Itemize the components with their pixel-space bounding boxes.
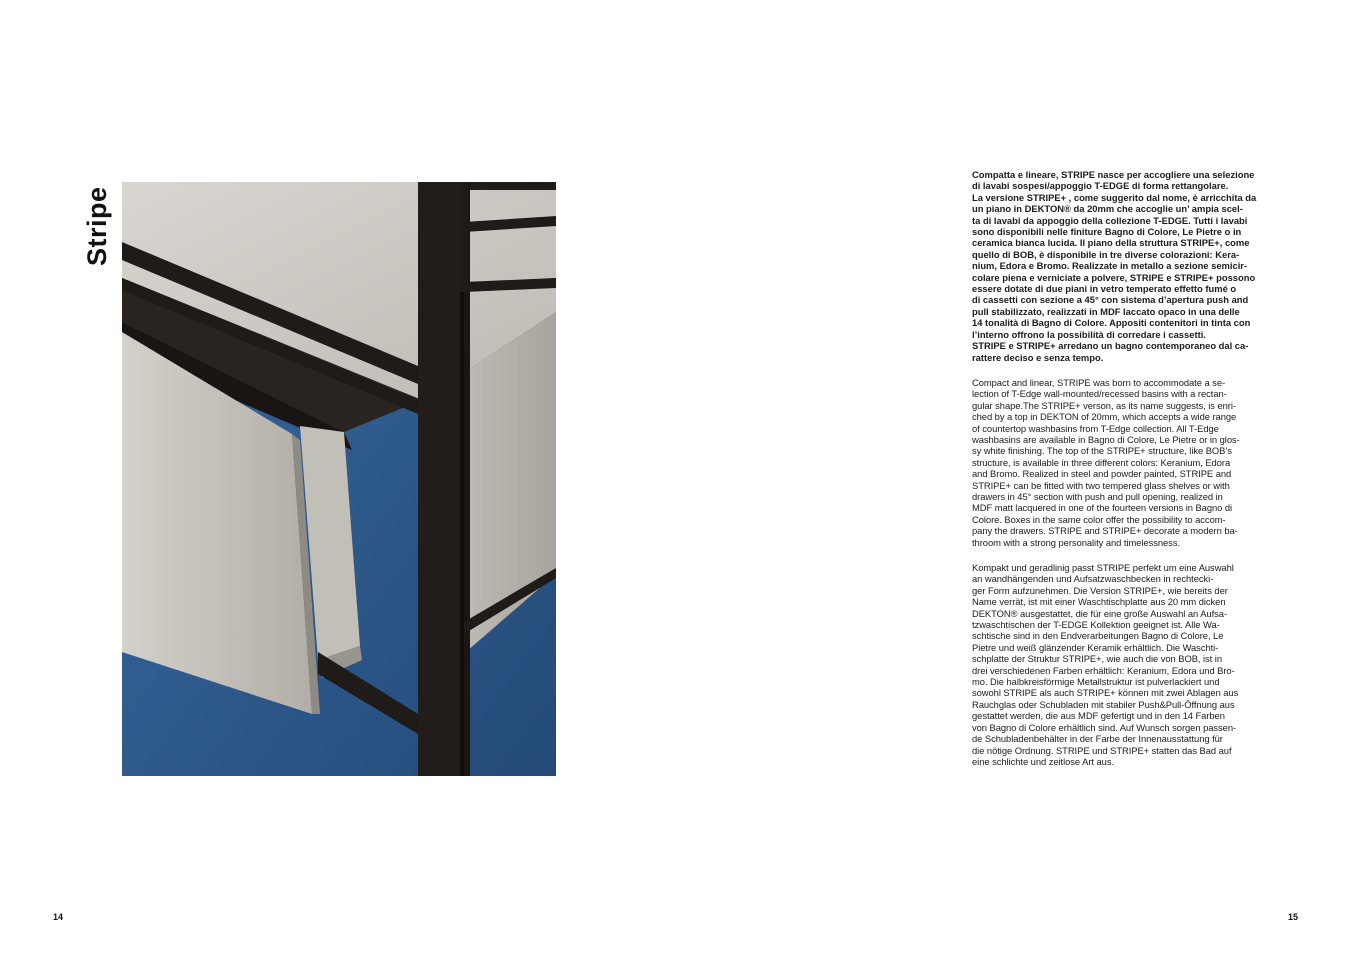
page-title: Stripe: [82, 186, 112, 266]
product-photo: [122, 182, 556, 776]
description-german: Kompakt und geradlinig passt STRIPE perfekt um eine Auswahl an wandhängenden und Aufsatzwaschbecken in rechtecki- ger Form aufzunehmen. Die Version STRIPE+, wie bereits der Name verrät, ist mit einer Waschtischplatte aus 20 mm dicken DEKTON® ausgestattet, die für eine große Auswahl an Aufsa- tzwaschtischen der T-EDGE Kollektion geeignet ist. Alle Wa- schtische sind in den Endverarbeitungen Bagno di Colore, Le Pietre und weiß glänzender Keramik erhältlich. Die Waschti- schplatte der Struktur STRIPE+, wie auch die von BOB, ist in drei verschiedenen Farben erhältlich: Keranium, Edora und Bro- mo. Die halbkreisförmige Metallstruktur ist pulverlackiert und sowohl STRIPE als auch STRIPE+ können mit zwei Ablagen aus Rauchglas oder Schubladen mit stabiler Push&Pull-Öffnung aus gestattet werden, die aus MDF gefertigt und in den 14 Farben von Bagno di Colore erhältlich sind. Auf Wunsch sorgen passen- de Schubladenbehälter in der Farbe der Innenausstattung für die nötige Ordnung. STRIPE und STRIPE+ statten das Bad auf eine schlichte und zeitlose Art aus.: [972, 562, 1239, 767]
description-italian: Compatta e lineare, STRIPE nasce per accogliere una selezione di lavabi sospesi/appoggio T-EDGE di forma rettangolare. La versione STRIPE+ , come suggerito dal nome, è arricchita da un piano in DEKTON® da 20mm che accoglie un’ ampia scel- ta di lavabi da appoggio della collezione T-EDGE. Tutti i lavabi sono disponibili nelle finiture Bagno di Colore, Le Pietre o in ceramica bianca lucida. Il piano della struttura STRIPE+, come quello di BOB, è disponibile in tre diverse colorazioni: Kera- nium, Edora e Bromo. Realizzate in metallo a sezione semicir- colare piena e verniciate a polvere, STRIPE e STRIPE+ possono essere dotate di due piani in vetro temperato effetto fumé o di cassetti con sezione a 45° con sistema d’apertura push and pull stabilizzato, realizzati in MDF laccato opaco in una delle 14 tonalità di Bagno di Colore. Appositi contenitori in tinta con l’interno offrono la possibilità di corredare i cassetti. STRIPE e STRIPE+ arredano un bagno contemporaneo dal ca- rattere deciso e senza tempo.: [972, 169, 1257, 363]
description-english: Compact and linear, STRIPE was born to accommodate a se- lection of T-Edge wall-mounted/recessed basins with a rectan- gular shape.The STRIPE+ verson, as its name suggests, is enri- ched by a top in DEKTON of 20mm, which accepts a wide range of countertop washbasins from T-Edge collection. All T-Edge washbasins are available in Bagno di Colore, Le Pietre or in glos- sy white finishing. The top of the STRIPE+ structure, like BOB’s structure, is available in three different colors: Keranium, Edora and Bromo. Realized in steel and powder painted, STRIPE and STRIPE+ can be fitted with two tempered glass shelves or with drawers in 45° section with push and pull opening, realized in MDF matt lacquered in one of the fourteen versions in Bagno di Colore. Boxes in the same color offer the possibility to accom- pany the drawers. STRIPE and STRIPE+ decorate a modern ba- throom with a strong personality and timelessness.: [972, 376, 1240, 548]
page-number-left: 14: [53, 912, 64, 922]
product-photo-illustration: [122, 182, 556, 776]
description-column: [972, 169, 1263, 781]
right-page: [678, 0, 1356, 959]
page-number-right: 15: [1287, 912, 1298, 922]
